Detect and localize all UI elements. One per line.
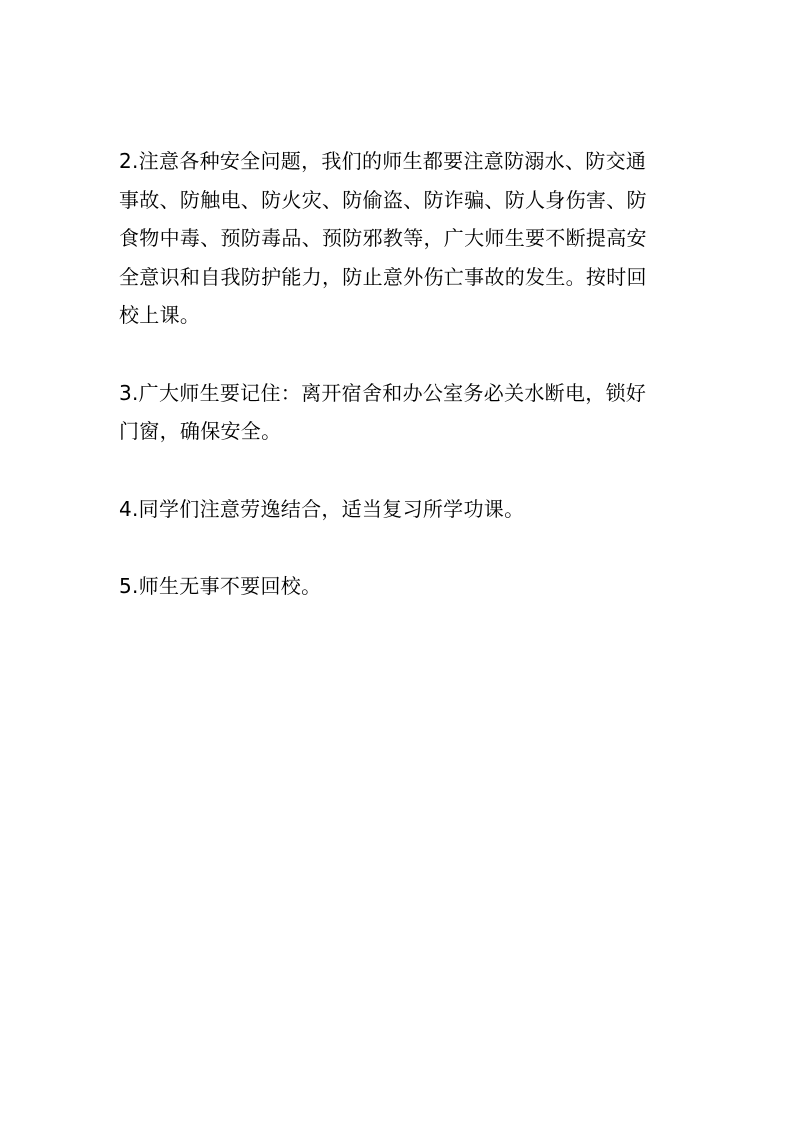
text-line: 3.广大师生要记住：离开宿舍和办公室务必关水断电，锁好: [119, 380, 647, 405]
text-line: 全意识和自我防护能力，防止意外伤亡事故的发生。按时回: [119, 264, 647, 289]
text-line: 食物中毒、预防毒品、预防邪教等，广大师生要不断提高安: [119, 226, 647, 250]
text-line: 5.师生无事不要回校。: [119, 574, 322, 598]
text-line: 4.同学们注意劳逸结合，适当复习所学功课。: [119, 496, 525, 521]
text-line: 事故、防触电、防火灾、防偷盗、防诈骗、防人身伤害、防: [119, 187, 647, 212]
paragraph-item-3: [119, 374, 679, 451]
paragraph-item-4: [119, 490, 679, 529]
text-line: 2.注意各种安全问题，我们的师生都要注意防溺水、防交通: [119, 149, 647, 173]
text-line: 门窗，确保安全。: [119, 419, 282, 443]
paragraph-item-2: [119, 142, 679, 335]
document-body: [119, 142, 679, 645]
paragraph-item-5: [119, 567, 679, 606]
text-line: 校上课。: [119, 303, 201, 327]
